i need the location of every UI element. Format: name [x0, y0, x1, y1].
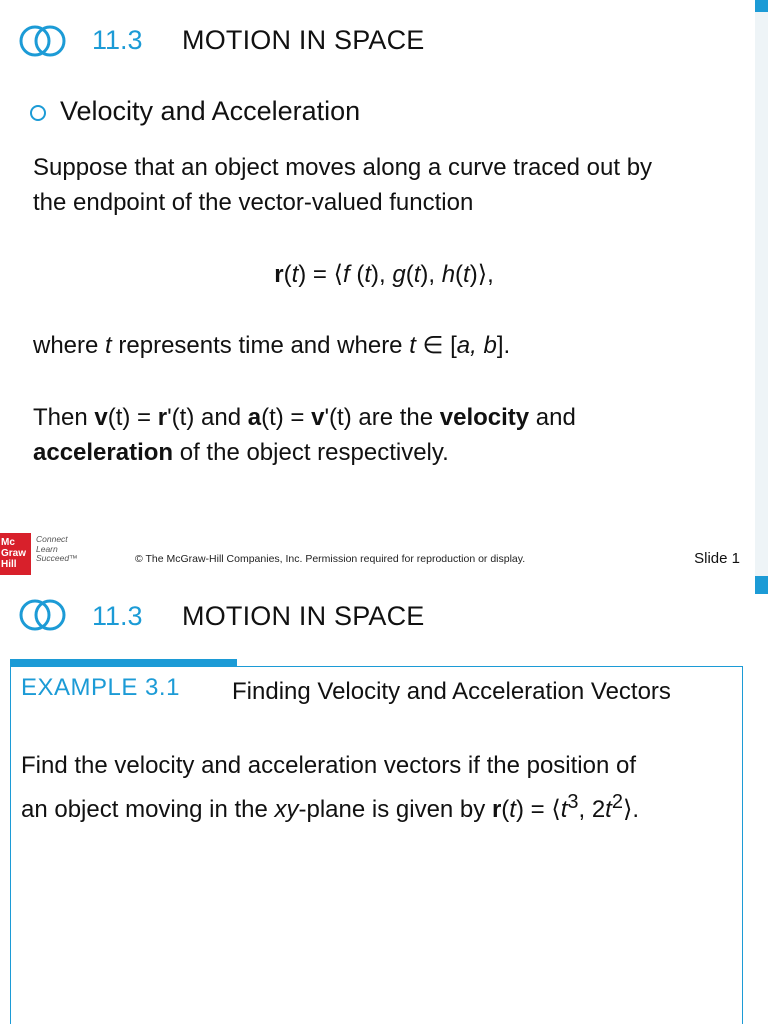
text-run: (t) =: [107, 404, 158, 431]
text-bold: r: [157, 404, 168, 431]
side-panel: [755, 12, 768, 576]
problem-line-2: [21, 784, 741, 828]
formula-part: (: [349, 261, 365, 288]
section-number: 11.3: [92, 25, 143, 55]
formula-f: f: [342, 261, 350, 288]
hollow-circle-bullet-icon: [30, 105, 46, 121]
text-run: ⟩.: [622, 796, 639, 823]
logo-text: Hill: [1, 559, 17, 570]
time-paragraph: [33, 328, 510, 363]
formula-g: g: [392, 261, 406, 288]
mcgraw-hill-logo: [0, 533, 90, 576]
definition-line-1: [33, 400, 576, 435]
tagline-text: Learn: [36, 543, 58, 554]
formula-part: )⟩,: [469, 261, 494, 288]
example-label: EXAMPLE 3.1: [21, 674, 180, 701]
text-bold: r: [491, 796, 502, 823]
text-run: (t) =: [261, 404, 312, 431]
intro-line-2: the endpoint of the vector-valued function: [33, 189, 474, 216]
formula-t: t: [463, 261, 470, 288]
intro-paragraph: [33, 150, 652, 220]
definition-paragraph: [33, 400, 576, 470]
term-acceleration: acceleration: [33, 439, 174, 466]
double-circle-logo-icon: [16, 18, 72, 64]
text-run: an object moving in the: [21, 796, 275, 823]
text-run: and: [529, 404, 576, 431]
slide-number: Slide 1: [694, 550, 740, 567]
text-run: of the object respectively.: [173, 439, 449, 466]
logo-text: Graw: [1, 548, 27, 559]
text-italic: t: [105, 332, 112, 359]
formula-r: r: [274, 261, 284, 288]
example-box: [10, 666, 743, 1024]
text-italic: a, b: [456, 332, 497, 359]
formula-t: t: [413, 261, 421, 288]
formula-part: (: [405, 261, 414, 288]
text-run: -plane is given by: [298, 796, 492, 823]
copyright-notice: © The McGraw-Hill Companies, Inc. Permission required for reproduction or display.: [135, 553, 526, 565]
example-problem: [21, 748, 741, 828]
section-title: MOTION IN SPACE: [182, 601, 425, 631]
text-run: '(t) and: [167, 404, 248, 431]
text-bold: a: [247, 404, 262, 431]
side-accent-bar: [755, 0, 768, 12]
formula-t: t: [364, 261, 371, 288]
formula-part: ),: [371, 261, 393, 288]
text-run: ∈ [: [415, 332, 457, 359]
text-bold: v: [311, 404, 325, 431]
text-superscript: 3: [567, 791, 579, 813]
text-italic: t: [605, 796, 612, 823]
text-run: Then: [33, 404, 95, 431]
text-run: represents time and where: [111, 332, 410, 359]
tagline-text: Succeed™: [36, 553, 78, 563]
bullet-heading: Velocity and Acceleration: [60, 96, 361, 126]
logo-text: Mc: [1, 537, 15, 548]
text-bold: v: [94, 404, 108, 431]
definition-line-2: [33, 435, 576, 470]
slide-2: [0, 576, 768, 1024]
text-run: ].: [496, 332, 511, 359]
vector-function-formula: r(t) = ⟨f (t), g(t), h(t)⟩,: [274, 261, 494, 288]
formula-part: ) = ⟨: [298, 261, 343, 288]
formula-part: (: [455, 261, 464, 288]
text-italic: t: [409, 332, 416, 359]
problem-line-1: Find the velocity and acceleration vectors if the position of: [21, 752, 636, 779]
section-number: 11.3: [92, 601, 143, 631]
double-circle-logo-icon: [16, 592, 72, 638]
example-title: Finding Velocity and Acceleration Vectors: [232, 678, 671, 705]
formula-t: t: [291, 261, 299, 288]
formula-part: ),: [420, 261, 442, 288]
mcgraw-hill-logo-box: [0, 533, 31, 575]
text-italic: t: [509, 796, 516, 823]
tagline-text: Connect: [36, 534, 68, 544]
text-run: (: [501, 796, 510, 823]
text-run: ) = ⟨: [515, 796, 561, 823]
logo-tagline: [36, 535, 78, 564]
text-run: where: [33, 332, 106, 359]
text-italic: t: [560, 796, 568, 823]
text-run: '(t) are the: [324, 404, 440, 431]
formula-h: h: [441, 261, 456, 288]
example-accent-bar: [10, 659, 237, 666]
text-run: , 2: [578, 796, 606, 823]
term-velocity: velocity: [439, 404, 530, 431]
text-superscript: 2: [611, 791, 623, 813]
intro-line-1: Suppose that an object moves along a curve traced out by: [33, 154, 653, 181]
side-accent-bar: [755, 576, 768, 594]
section-title: MOTION IN SPACE: [182, 25, 425, 55]
text-italic: xy: [274, 796, 299, 823]
